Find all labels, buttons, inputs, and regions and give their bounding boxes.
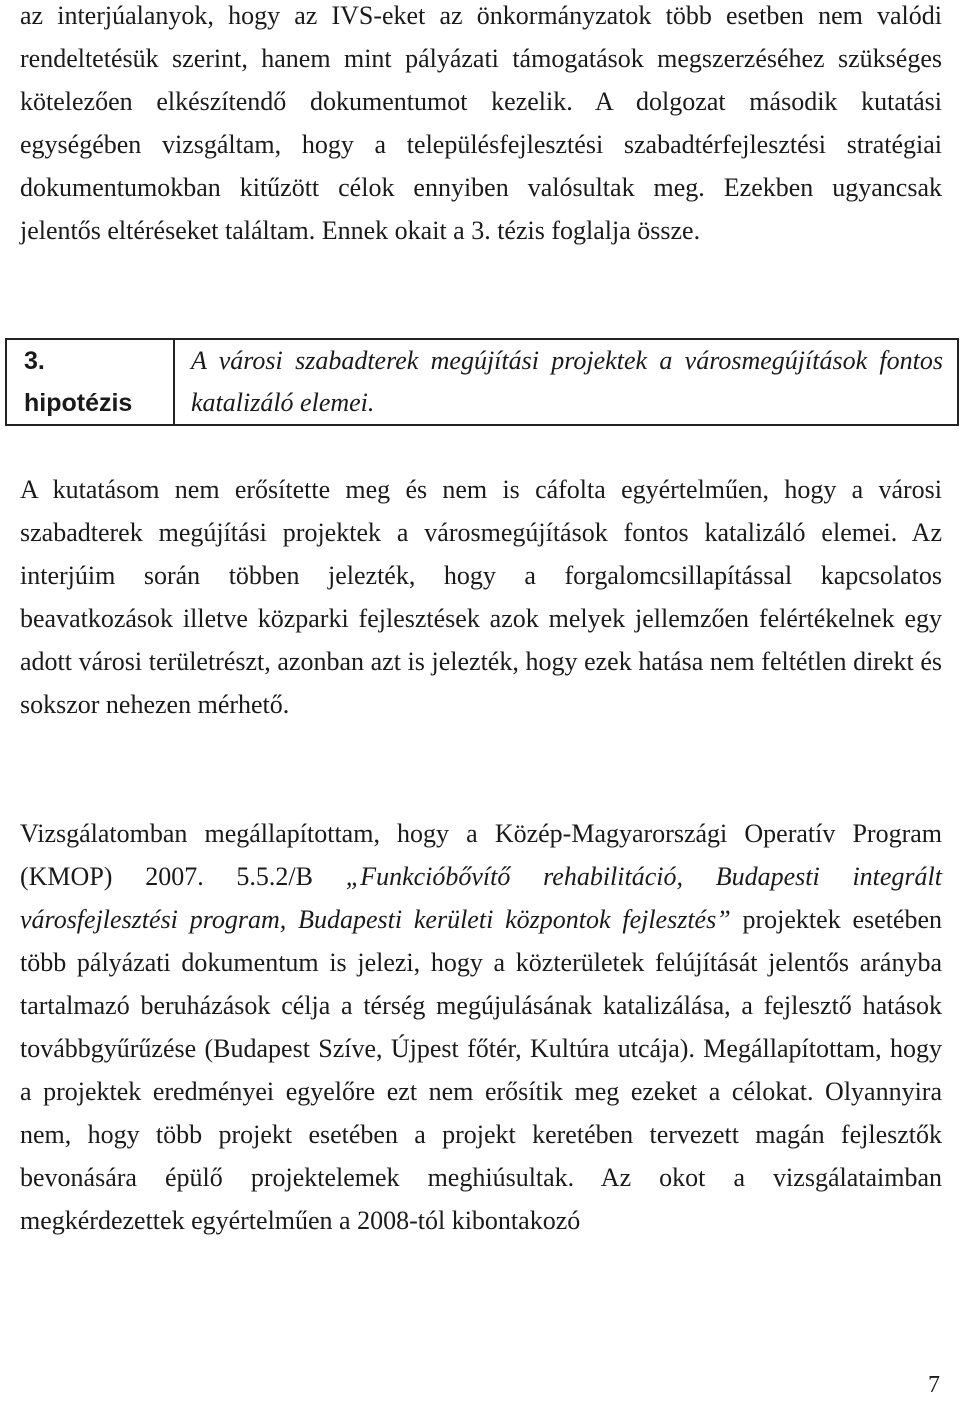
paragraph-3-part-2: projektek esetében több pályázati dokumentum is jelezi, hogy a közterületek felújítását jelentős arányba tartalmazó beruházások célja a térség megújulásának katalizálása, a fejlesztő hatások továbbgyűrűzése (Budapest Szíve, Újpest főtér, Kultúra utcája). Megállapítottam, hogy a projektek eredményei egyelőre ezt nem erősítik meg ezeket a célokat. Olyannyira nem, hogy több projekt esetében a projekt keretében tervezett magán fejlesztők bevonására épülő projektelemek meghiúsultak. Az okot a vizsgálataimban megkérdezettek egyértelműen a 2008-tól kibontakozó (20, 905, 943, 1235)
paragraph-3-part-1: Vizsgálatomban megállapítottam, hogy a Közép-Magyarországi Operatív Program (KMOP) 2007. 5.5.2/B (20, 819, 942, 891)
hypothesis-word: hipotézis (24, 389, 133, 417)
program-title-italic: „Funkcióbővítő rehabilitáció, Budapesti integrált városfejlesztési program, Budapesti kerületi központok fejlesztés” (20, 862, 943, 934)
hypothesis-box (5, 338, 959, 426)
paragraph-3 (20, 812, 942, 1242)
hypothesis-number: 3. (24, 347, 45, 375)
hypothesis-label (7, 340, 175, 424)
page-number: 7 (928, 1372, 940, 1398)
paragraph-1: az interjúalanyok, hogy az IVS-eket az önkormányzatok több esetben nem valódi rendeltetésük szerint, hanem mint pályázati támogatások megszerzéséhez szükséges kötelezően elkészítendő dokumentumot kezelik. A dolgozat második kutatási egységében vizsgáltam, hogy a településfejlesztési szabadtérfejlesztési stratégiai dokumentumokban kitűzött célok ennyiben valósultak meg. Ezekben ugyancsak jelentős eltéréseket találtam. Ennek okait a 3. tézis foglalja össze. (20, 1, 942, 245)
hypothesis-text: A városi szabadterek megújítási projektek a városmegújítások fontos katalizáló elemei. (191, 346, 943, 417)
paragraph-2: A kutatásom nem erősítette meg és nem is cáfolta egyértelműen, hogy a városi szabadterek megújítási projektek a városmegújítások fontos katalizáló elemei. Az interjúim során többen jelezték, hogy a forgalomcsillapítással kapcsolatos beavatkozások illetve közparki fejlesztések azok melyek jellemzően felértékelnek egy adott városi területrészt, azonban azt is jelezték, hogy ezek hatása nem feltétlen direkt és sokszor nehezen mérhető. (20, 475, 942, 719)
